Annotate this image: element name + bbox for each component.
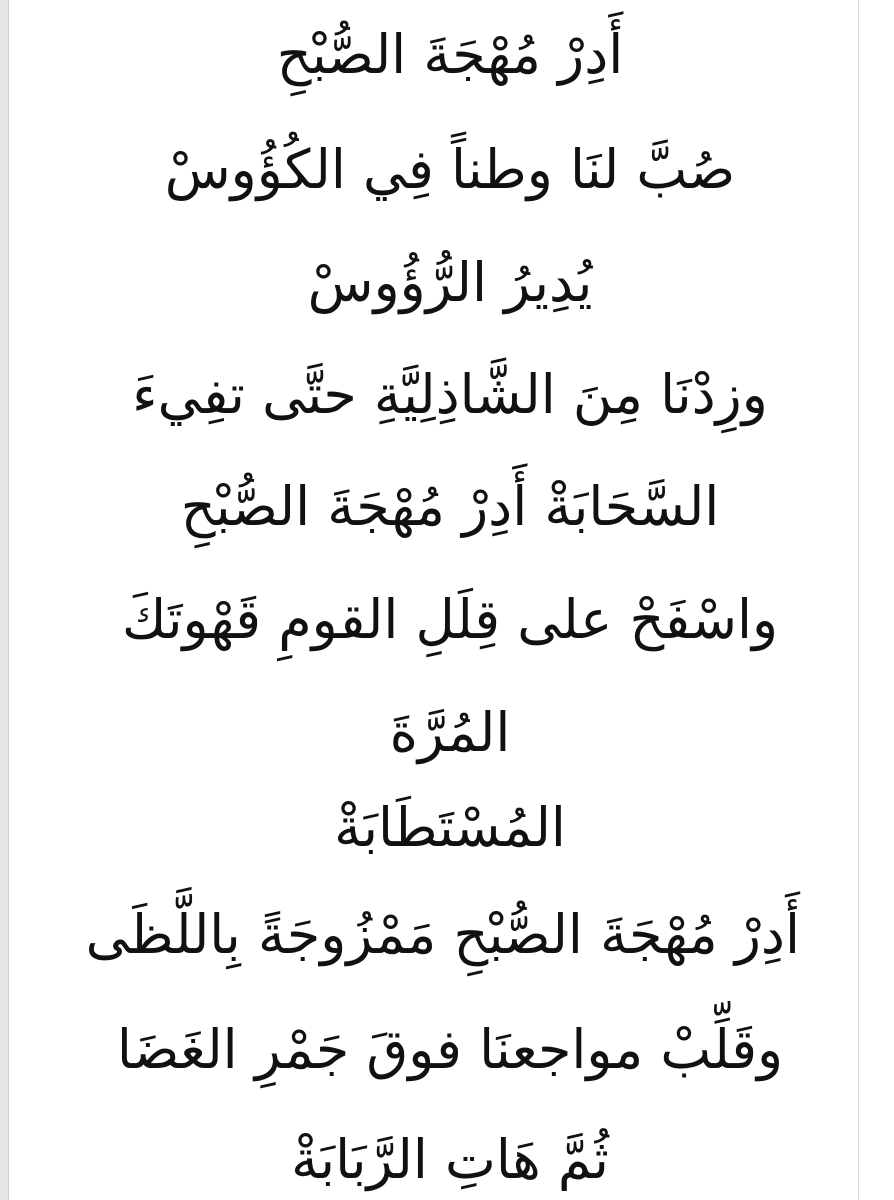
poem-line: وزِدْنَا مِنَ الشَّاذِلِيَّةِ حتَّى تفِيءَ <box>132 363 768 426</box>
poem-line: المُرَّةَ <box>389 701 511 764</box>
poem-line: أَدِرْ مُهْجَةَ الصُّبْحِ مَمْزُوجَةً بِاللَّظَى <box>85 903 800 966</box>
poem-line: يُدِيرُ الرُّؤُوسْ <box>307 251 593 314</box>
page-left-margin <box>0 0 8 1200</box>
poem-line: صُبَّ لنَا وطناً فِي الكُؤُوسْ <box>164 138 736 201</box>
poem-text <box>85 0 800 1200</box>
poem-line: واسْفَحْ على قِلَلِ القومِ قَهْوتَكَ <box>121 588 779 651</box>
poem-line: المُسْتَطَابَةْ <box>334 796 566 859</box>
poem-line: أَدِرْ مُهْجَةَ الصُّبْحِ <box>276 23 624 86</box>
poem-line: وقَلِّبْ مواجعنَا فوقَ جَمْرِ الغَضَا <box>116 1018 784 1081</box>
page-left-edge <box>8 0 9 1200</box>
poem-line: السَّحَابَةْ أَدِرْ مُهْجَةَ الصُّبْحِ <box>180 475 720 538</box>
page-right-border <box>858 0 859 1200</box>
poem-line: ثُمَّ هَاتِ الرَّبَابَةْ <box>291 1128 609 1191</box>
